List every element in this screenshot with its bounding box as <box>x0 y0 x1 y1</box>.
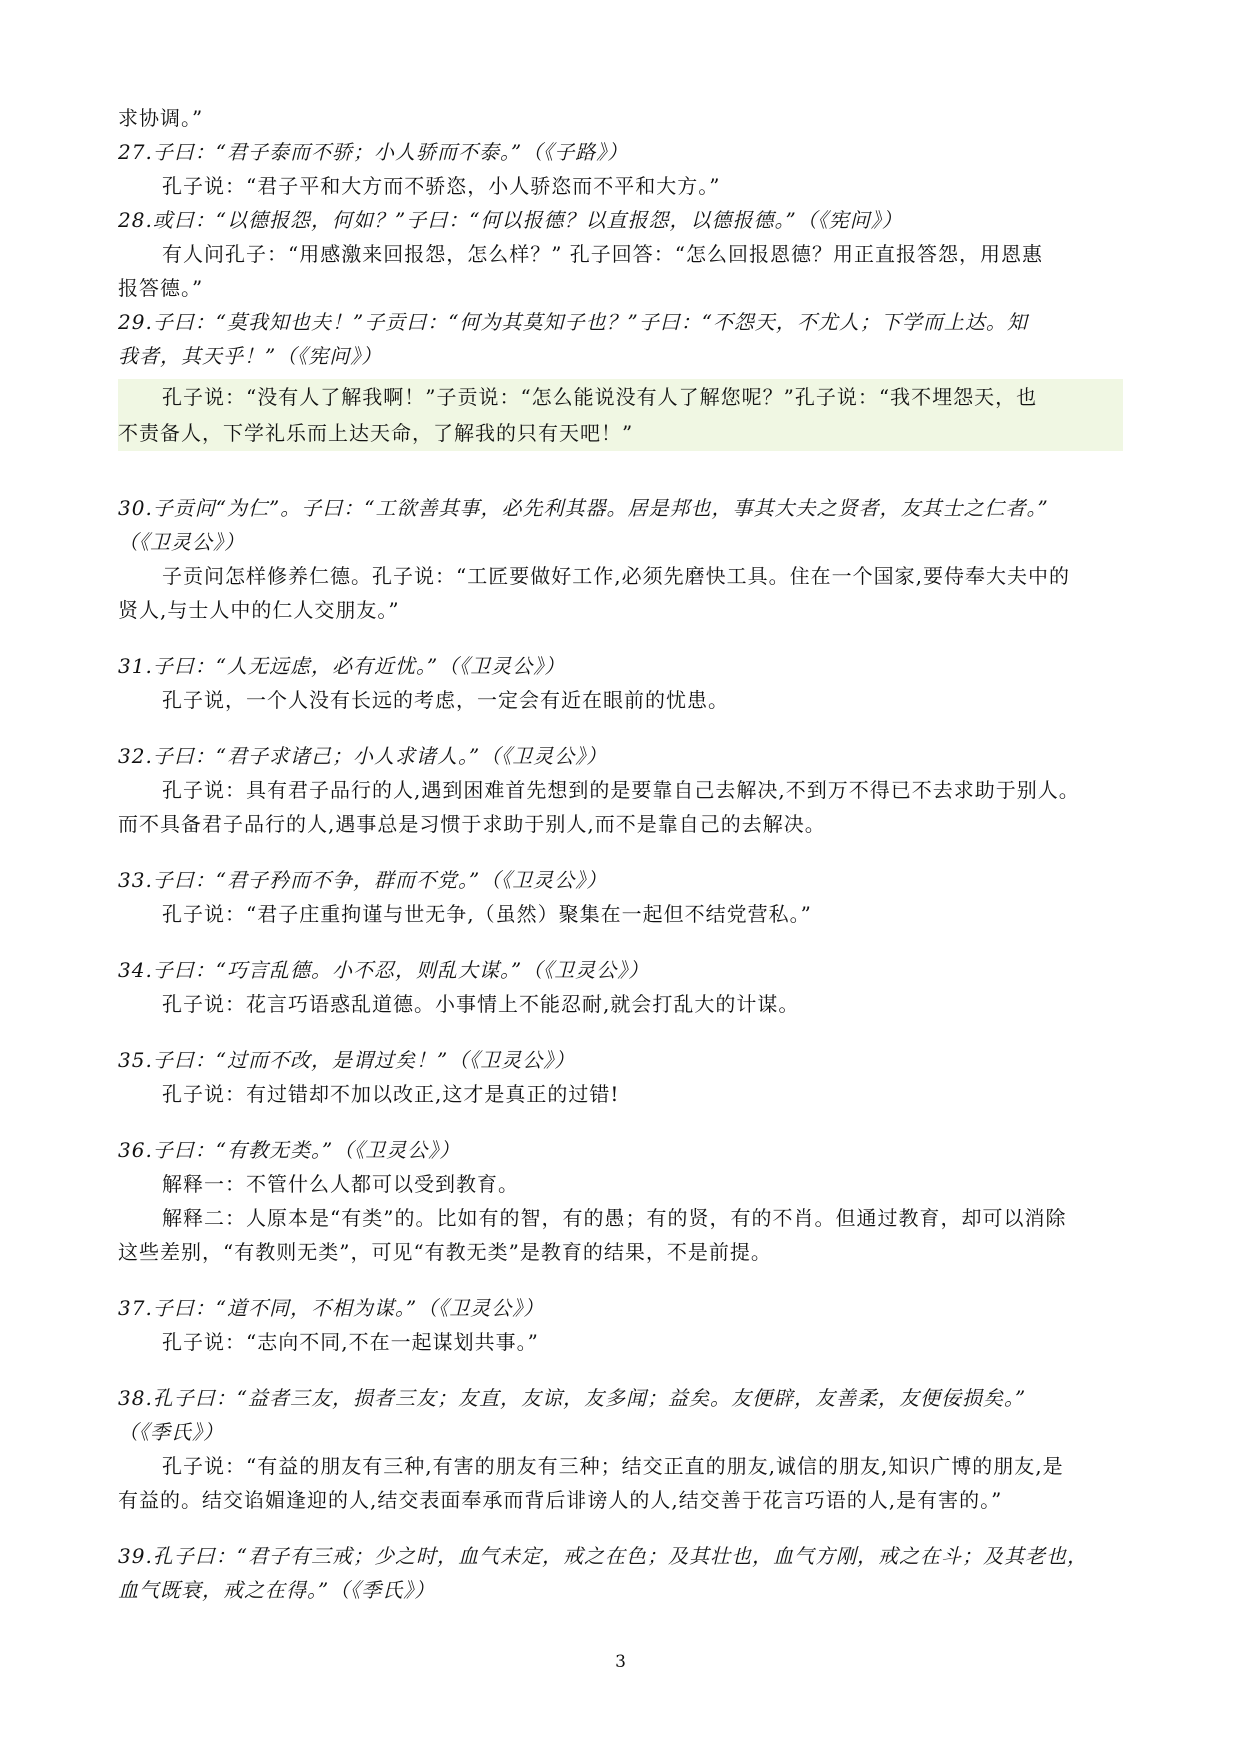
original-quote: 30.子贡问“为仁”。子曰：“工欲善其事，必先利其器。居是邦也，事其大夫之贤者，友其士之仁者。” <box>118 496 1049 520</box>
original-quote: 我者，其天乎！”（《宪问》） <box>118 344 383 368</box>
original-quote: 33.子曰：“君子矜而不争，群而不党。”（《卫灵公》） <box>118 868 608 892</box>
translation-line: 贤人,与士人中的仁人交朋友。” <box>118 598 400 622</box>
text-body <box>118 101 1123 1607</box>
original-quote: （《卫灵公》） <box>118 530 245 554</box>
translation-line: 报答德。” <box>118 276 204 300</box>
original-quote: 34.子曰：“巧言乱德。小不忍，则乱大谋。”（《卫灵公》） <box>118 958 650 982</box>
text-line: 求协调。” <box>118 106 204 130</box>
translation-line: 孔子说：有过错却不加以改正,这才是真正的过错! <box>162 1082 620 1106</box>
original-quote: 28.或曰：“以德报怨，何如？”子曰：“何以报德？以直报怨，以德报德。”（《宪问》） <box>118 208 903 232</box>
translation-line: 孔子说：“君子庄重拘谨与世无争,（虽然）聚集在一起但不结党营私。” <box>162 902 812 926</box>
highlighted-translation <box>118 379 1123 451</box>
original-quote: 35.子曰：“过而不改，是谓过矣！”（《卫灵公》） <box>118 1048 576 1072</box>
page-number: 3 <box>615 1652 626 1672</box>
original-quote: 38.孔子曰：“益者三友，损者三友；友直，友谅，友多闻；益矣。友便辟，友善柔，友便佞损矣。” <box>118 1386 1027 1410</box>
translation-line: 孔子说：“志向不同,不在一起谋划共事。” <box>162 1330 539 1354</box>
translation-line: 孔子说：“有益的朋友有三种,有害的朋友有三种；结交正直的朋友,诚信的朋友,知识广博的朋友,是 <box>162 1454 1064 1478</box>
original-quote: （《季氏》） <box>118 1420 224 1444</box>
original-quote: 36.子曰：“有教无类。”（《卫灵公》） <box>118 1138 461 1162</box>
original-quote: 31.子曰：“人无远虑，必有近忧。”（《卫灵公》） <box>118 654 566 678</box>
translation-line: 有人问孔子：“用感激来回报怨，怎么样？” 孔子回答：“怎么回报恩德？用正直报答怨，用恩惠 <box>162 242 1044 266</box>
translation-line: 孔子说：“君子平和大方而不骄恣，小人骄恣而不平和大方。” <box>162 174 721 198</box>
translation-line: 而不具备君子品行的人,遇事总是习惯于求助于别人,而不是靠自己的去解决。 <box>118 812 826 836</box>
original-quote: 血气既衰，戒之在得。”（《季氏》） <box>118 1578 436 1602</box>
translation-line: 解释一：不管什么人都可以受到教育。 <box>162 1172 519 1196</box>
translation-line: 解释二：人原本是“有类”的。比如有的智，有的愚；有的贤，有的不肖。但通过教育，却可以消除 <box>162 1206 1067 1230</box>
translation-line: 子贡问怎样修养仁德。孔子说：“工匠要做好工作,必须先磨快工具。住在一个国家,要侍奉大夫中的 <box>162 564 1070 588</box>
original-quote: 39.孔子曰：“君子有三戒；少之时，血气未定，戒之在色；及其壮也，血气方刚，戒之在斗；及其老也， <box>118 1544 1089 1568</box>
translation-line: 孔子说，一个人没有长远的考虑，一定会有近在眼前的忧患。 <box>162 688 729 712</box>
translation-line: 孔子说：具有君子品行的人,遇到困难首先想到的是要靠自己去解决,不到万不得已不去求助于别人。 <box>162 778 1080 802</box>
translation-line: 这些差别，“有教则无类”，可见“有教无类”是教育的结果，不是前提。 <box>118 1240 772 1264</box>
original-quote: 29.子曰：“莫我知也夫！”子贡曰：“何为其莫知子也？”子曰：“不怨天，不尤人；下学而上达。知 <box>118 310 1028 334</box>
translation-line: 有益的。结交谄媚逢迎的人,结交表面奉承而背后诽谤人的人,结交善于花言巧语的人,是有害的。” <box>118 1488 1003 1512</box>
original-quote: 37.子曰：“道不同，不相为谋。”（《卫灵公》） <box>118 1296 545 1320</box>
translation-line: 不责备人，下学礼乐而上达天命，了解我的只有天吧！” <box>118 421 634 445</box>
original-quote: 32.子曰：“君子求诸己；小人求诸人。”（《卫灵公》） <box>118 744 608 768</box>
translation-line: 孔子说：“没有人了解我啊！”子贡说：“怎么能说没有人了解您呢？”孔子说：“我不埋怨天，也 <box>162 385 1038 409</box>
translation-line: 孔子说：花言巧语惑乱道德。小事情上不能忍耐,就会打乱大的计谋。 <box>162 992 800 1016</box>
original-quote: 27.子曰：“君子泰而不骄；小人骄而不泰。”（《子路》） <box>118 140 629 164</box>
